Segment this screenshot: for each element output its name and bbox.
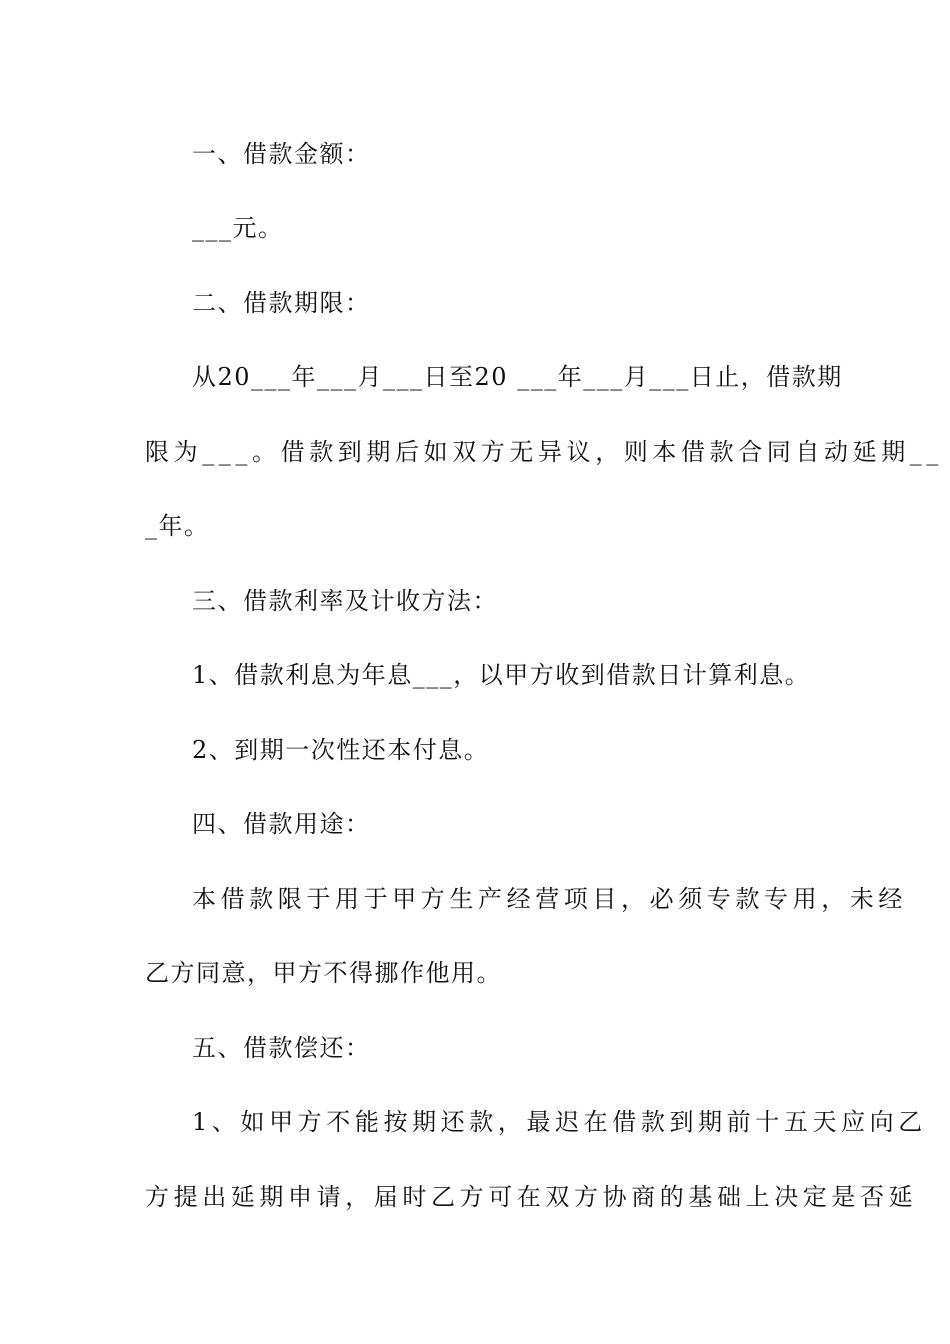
section-heading-loan-purpose: 四、借款用途：: [192, 810, 371, 838]
interest-item-2: 2、到期一次性还本付息。: [192, 736, 490, 764]
repayment-item-1-line-2: 方提出延期申请，届时乙方可在双方协商的基础上决定是否延: [145, 1183, 918, 1211]
loan-term-paragraph-line-3: _年。: [145, 512, 210, 540]
loan-term-paragraph-line-1: 从20___年___月___日至20 ___年___月___日止，借款期: [192, 363, 843, 391]
loan-term-paragraph-line-2: 限为___。借款到期后如双方无异议，则本借款合同自动延期__: [145, 438, 943, 466]
loan-purpose-paragraph-line-1: 本借款限于用于甲方生产经营项目，必须专款专用，未经: [192, 885, 907, 913]
section-heading-loan-term: 二、借款期限：: [192, 289, 371, 317]
section-heading-repayment: 五、借款偿还：: [192, 1034, 371, 1062]
section-heading-interest-rate: 三、借款利率及计收方法：: [192, 587, 498, 615]
loan-purpose-paragraph-line-2: 乙方同意，甲方不得挪作他用。: [145, 959, 502, 987]
loan-amount-text: ___元。: [192, 214, 284, 242]
interest-item-1: 1、借款利息为年息___，以甲方收到借款日计算利息。: [192, 661, 811, 689]
repayment-item-1-line-1: 1、如甲方不能按期还款，最迟在借款到期前十五天应向乙: [192, 1108, 927, 1136]
section-heading-loan-amount: 一、借款金额：: [192, 140, 371, 168]
